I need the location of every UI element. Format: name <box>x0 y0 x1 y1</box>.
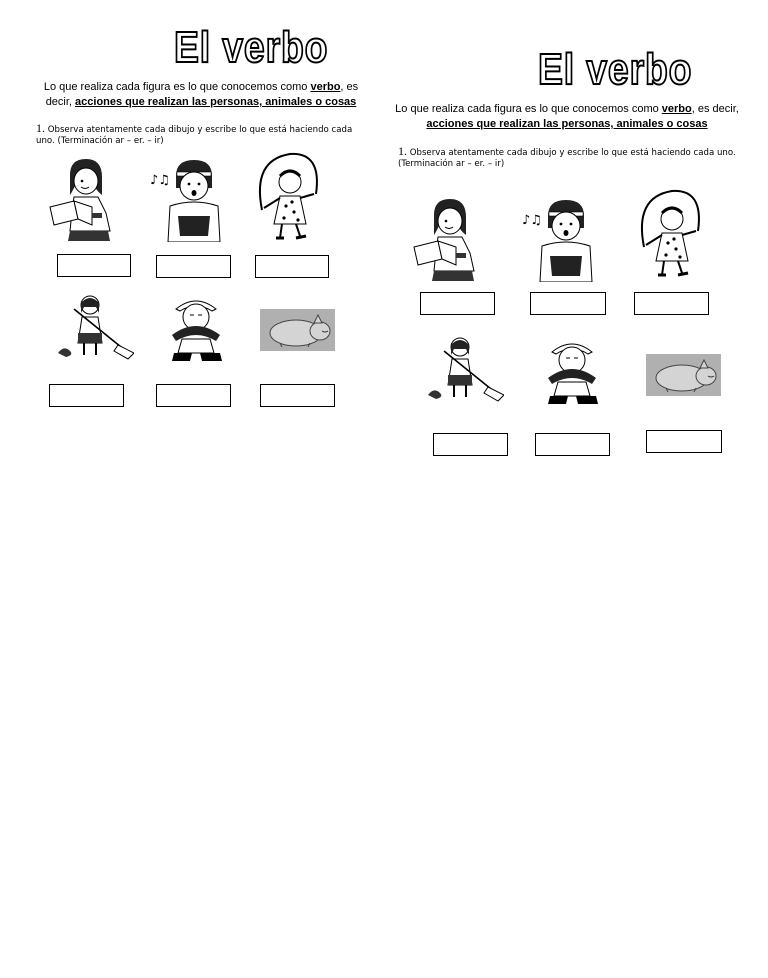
intro-emphasis: acciones que realizan las personas, animales o cosas <box>426 118 708 130</box>
answer-box[interactable] <box>255 255 329 278</box>
intro-paragraph <box>30 80 372 110</box>
intro-keyword: verbo <box>661 103 692 115</box>
girl-jumping-rope-illustration <box>632 187 704 283</box>
girl-reading-illustration <box>48 155 126 241</box>
intro-paragraph <box>394 102 740 132</box>
answer-box[interactable] <box>530 292 606 315</box>
instruction-number: 1. <box>36 121 45 135</box>
worksheet-title: El verbo <box>174 23 329 72</box>
answer-box[interactable] <box>260 384 335 407</box>
intro-text: , es decir, <box>691 103 739 115</box>
answer-box[interactable] <box>535 433 610 456</box>
boy-eating-watermelon-illustration <box>542 338 602 404</box>
instruction <box>398 146 740 170</box>
instruction-text: Observa atentamente cada dibujo y escribe lo que está haciendo cada uno. (Terminación ar – er. – ir) <box>398 148 736 169</box>
girl-sweeping-illustration <box>424 335 504 403</box>
answer-box[interactable] <box>57 254 131 277</box>
intro-text: Lo que realiza cada figura es lo que conocemos como <box>43 81 311 93</box>
answer-box[interactable] <box>420 292 495 315</box>
pig-sleeping-illustration <box>646 354 721 396</box>
worksheet-title: El verbo <box>538 45 693 94</box>
answer-box[interactable] <box>646 430 722 453</box>
intro-text: , es decir, <box>45 81 359 108</box>
answer-box[interactable] <box>49 384 124 407</box>
girl-singing-illustration <box>522 198 594 282</box>
boy-eating-watermelon-illustration <box>166 295 226 361</box>
worksheet-left <box>0 0 384 420</box>
instruction-number: 1. <box>398 144 407 158</box>
pig-sleeping-illustration <box>260 309 335 351</box>
girl-singing-illustration <box>150 158 222 242</box>
answer-box[interactable] <box>156 255 231 278</box>
girl-sweeping-illustration <box>54 293 134 361</box>
worksheet-right <box>384 0 768 470</box>
svg-text:♪♫: ♪♫ <box>150 173 170 188</box>
instruction-text: Observa atentamente cada dibujo y escribe lo que está haciendo cada uno. (Terminación ar – er. – ir) <box>36 125 353 146</box>
answer-box[interactable] <box>433 433 508 456</box>
intro-emphasis: acciones que realizan las personas, animales o cosas <box>75 96 357 108</box>
instruction <box>36 123 366 147</box>
intro-keyword: verbo <box>310 81 341 93</box>
girl-reading-illustration <box>412 195 490 281</box>
girl-jumping-rope-illustration <box>250 150 322 246</box>
answer-box[interactable] <box>156 384 231 407</box>
svg-text:♪♫: ♪♫ <box>522 213 542 228</box>
intro-text: Lo que realiza cada figura es lo que conocemos como <box>395 103 662 115</box>
answer-box[interactable] <box>634 292 709 315</box>
